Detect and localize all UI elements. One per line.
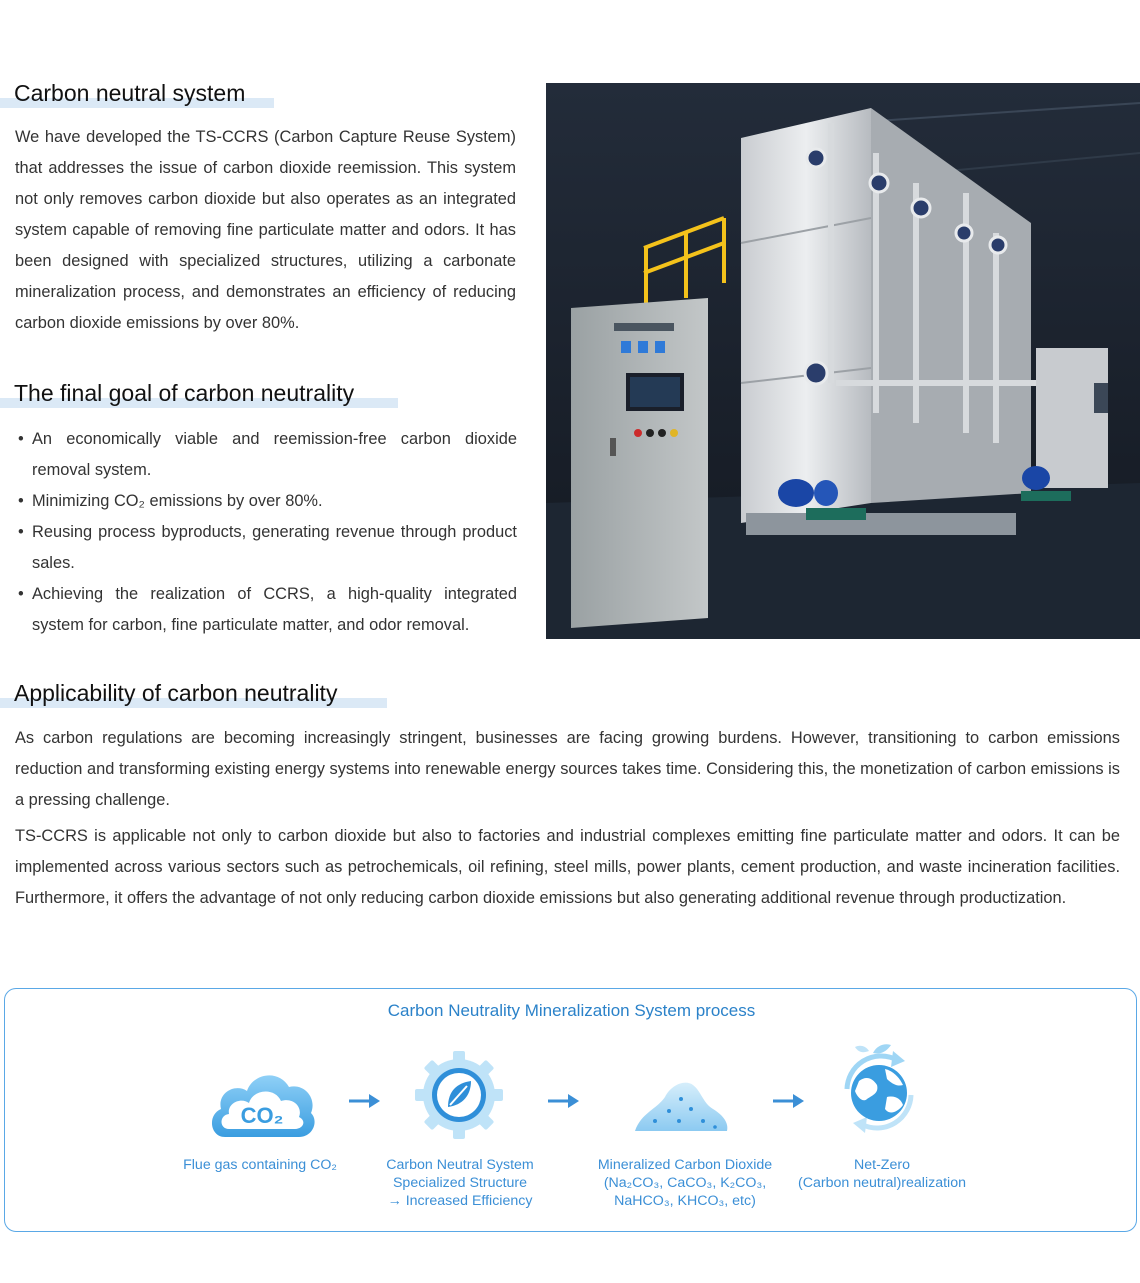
system-equipment-photo (546, 83, 1140, 639)
list-item: • Achieving the realization of CCRS, a high-quality integrated system for carbon, fine particulate matter, and odor removal. (15, 579, 517, 641)
cloud-co2-label: CO₂ (240, 1103, 284, 1128)
section-title-carbon-neutral-system: Carbon neutral system (0, 80, 245, 107)
list-item: • An economically viable and reemission-free carbon dioxide removal system. (15, 424, 517, 486)
section-paragraph-applicability-2: TS-CCRS is applicable not only to carbon dioxide but also to factories and industrial complexes emitting fine particulate matter and odors. It can be implemented across various sectors such as petrochemicals, oil refining, steel mills, power plants, cement production, and waste incineration facilities. Furthermore, it offers the advantage of not only reducing carbon dioxide emissions but also generating additional revenue through productization. (15, 827, 1120, 907)
earth-recycle-icon (833, 1039, 923, 1139)
mineral-pile-icon (631, 1073, 731, 1137)
process-title: Carbon Neutrality Mineralization System process (387, 1001, 756, 1020)
gear-leaf-icon (415, 1051, 503, 1139)
step-caption-net-zero: Net-Zero (Carbon neutral)realization (798, 1157, 966, 1191)
section-title-final-goal: The final goal of carbon neutrality (0, 380, 354, 407)
arrow-right-icon (548, 1093, 580, 1109)
list-item: • Reusing process byproducts, generating revenue through product sales. (15, 517, 517, 579)
section-paragraph-carbon-neutral-system: We have developed the TS-CCRS (Carbon Capture Reuse System) that addresses the issue of carbon dioxide reemission. This system not only removes carbon dioxide but also operates as an integrated system capable of removing fine particulate matter and odors. It has been designed with specialized structures, utilizing a carbonate mineralization process, and demonstrates an efficiency of reducing carbon dioxide emissions by over 80%. (15, 128, 516, 332)
list-item: • Minimizing CO₂ emissions by over 80%. (15, 486, 517, 517)
co2-cloud-icon (205, 1063, 317, 1141)
arrow-right-icon (349, 1093, 381, 1109)
section-paragraph-applicability-1: As carbon regulations are becoming increasingly stringent, businesses are facing growing burdens. However, transitioning to carbon emissions reduction and transforming existing energy systems into renewable energy sources takes time. Considering this, the monetization of carbon emissions is a pressing challenge. (15, 729, 1120, 809)
section-title-applicability: Applicability of carbon neutrality (0, 680, 337, 707)
step-caption-flue-gas: Flue gas containing CO₂ (183, 1157, 337, 1173)
step-caption-carbon-neutral-system: Carbon Neutral System Specialized Structure → Increased Efficiency (386, 1157, 534, 1209)
step-caption-mineralized-co2: Mineralized Carbon Dioxide (Na₂CO₃, CaCO₃, K₂CO₃, NaHCO₃, KHCO₃, etc) (597, 1157, 773, 1209)
arrow-right-icon (773, 1093, 805, 1109)
goal-bullet-list (15, 424, 517, 641)
process-diagram (4, 988, 1137, 1232)
